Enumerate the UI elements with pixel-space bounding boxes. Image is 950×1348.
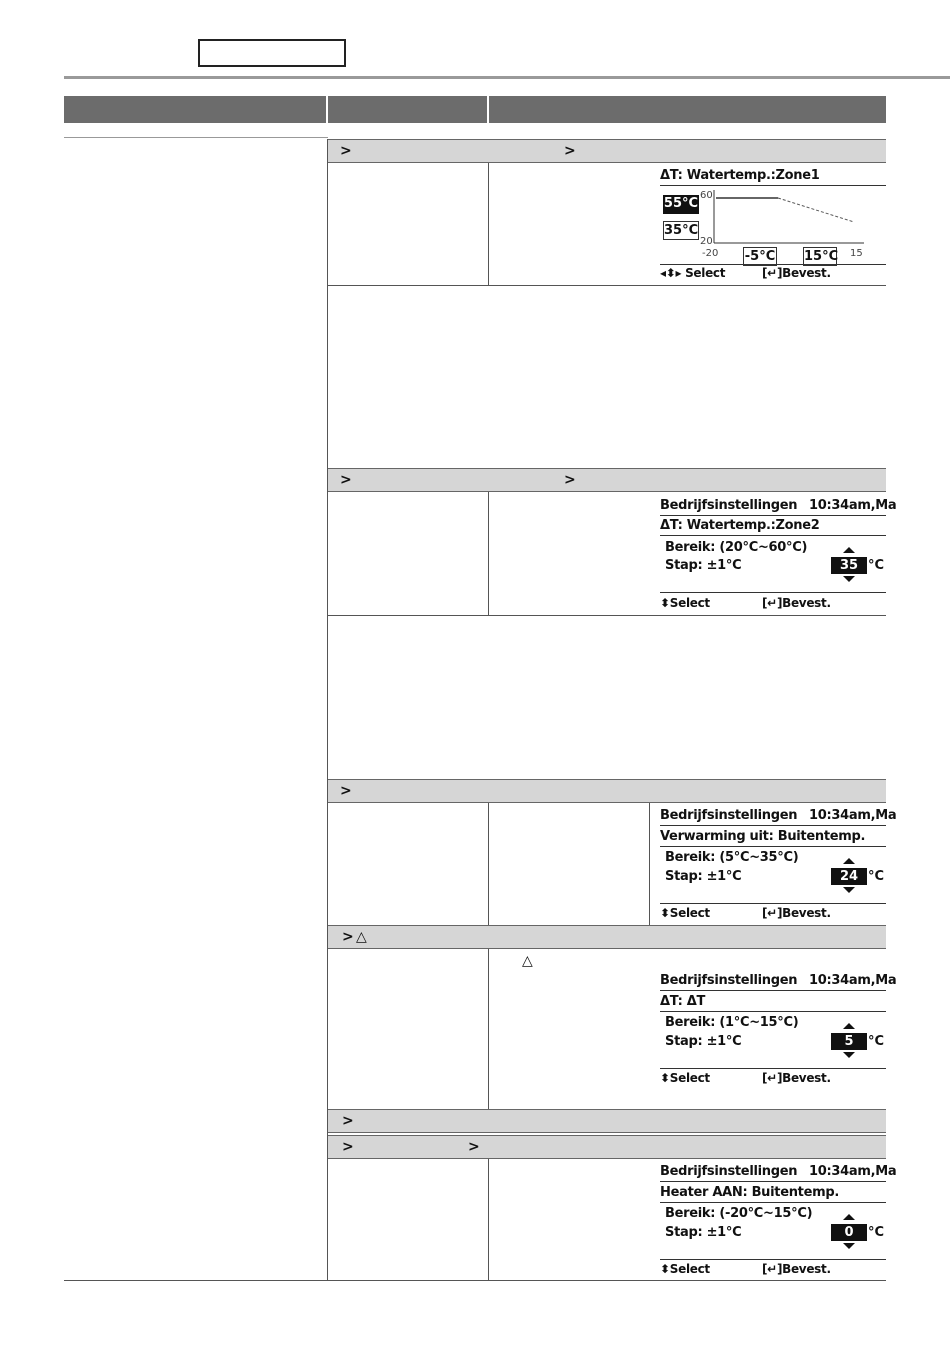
delta-triangle-icon: △ (522, 953, 533, 969)
panel-subtitle: Verwarming uit: Buitentemp. (660, 829, 866, 844)
panel-rule (660, 1259, 886, 1260)
header-separator (487, 96, 489, 123)
x-max-label: 15 (850, 248, 863, 259)
panel-rule (660, 990, 886, 991)
chevron-right-icon: > (340, 472, 352, 488)
low-temp-value: 35°C (664, 223, 699, 238)
unit-label: °C (868, 1225, 885, 1240)
step-text: Stap: ±1°C (665, 1034, 742, 1049)
range-text: Bereik: (5°C~35°C) (665, 850, 799, 865)
up-down-icon: ⬍ (660, 1262, 670, 1276)
footer-select (660, 596, 710, 610)
section-bar-1 (328, 139, 886, 163)
left-right-up-down-icon: ◂⬍▸ (660, 266, 686, 280)
range-text: Bereik: (-20°C~15°C) (665, 1206, 813, 1221)
lcd-panel-heating-off (660, 808, 897, 924)
table-bottom-rule (64, 1280, 886, 1281)
panel-rule (660, 846, 886, 847)
unit-label: °C (868, 1034, 885, 1049)
footer-select-label: Select (669, 1071, 710, 1085)
section-bar-3 (328, 779, 886, 803)
panel-rule (660, 1181, 886, 1182)
section-bar-2 (328, 468, 886, 492)
chevron-right-icon: > (342, 929, 354, 945)
panel-rule (660, 185, 886, 186)
range-text: Bereik: (20°C~60°C) (665, 540, 808, 555)
row-rule (64, 137, 328, 138)
footer-select (660, 1071, 710, 1085)
footer-select (660, 1262, 710, 1276)
arrow-up-icon (843, 1023, 855, 1029)
arrow-down-icon (843, 1052, 855, 1058)
top-rule (64, 76, 950, 79)
footer-confirm: [↵]Bevest. (762, 1262, 831, 1276)
step-text: Stap: ±1°C (665, 558, 742, 573)
footer-select (660, 906, 710, 920)
arrow-down-icon (843, 576, 855, 582)
up-down-icon: ⬍ (660, 1071, 670, 1085)
panel-rule (660, 264, 886, 265)
section-bar-5 (328, 1109, 886, 1133)
lcd-panel-zone1 (660, 168, 886, 284)
panel-time: 10:34am,Ma (809, 973, 897, 988)
footer-select (660, 266, 725, 280)
panel-rule (660, 515, 886, 516)
chevron-right-icon: > (564, 143, 576, 159)
footer-select-label: Select (669, 906, 710, 920)
column-divider (649, 803, 650, 925)
footer-select-label: Select (669, 1262, 710, 1276)
panel-rule (660, 592, 886, 593)
panel-rule (660, 1068, 886, 1069)
panel-subtitle: ΔT: ΔT (660, 994, 706, 1009)
panel-title: Bedrijfsinstellingen (660, 1164, 798, 1179)
panel-time: 10:34am,Ma (809, 498, 897, 513)
lcd-panel-zone2 (660, 498, 897, 614)
chevron-right-icon: > (340, 783, 352, 799)
chevron-right-icon: > (340, 143, 352, 159)
panel-time: 10:34am,Ma (809, 1164, 897, 1179)
delta-triangle-icon: △ (356, 929, 367, 945)
panel-rule (660, 903, 886, 904)
step-text: Stap: ±1°C (665, 869, 742, 884)
high-temp-value: 55°C (663, 195, 699, 214)
lcd-panel-heater-on (660, 1164, 897, 1280)
panel-subtitle: Heater AAN: Buitentemp. (660, 1185, 839, 1200)
unit-label: °C (868, 558, 885, 573)
panel-rule (660, 825, 886, 826)
row-rule (328, 285, 886, 286)
section-bar-4 (328, 925, 886, 949)
panel-title: ΔT: Watertemp.:Zone1 (660, 168, 820, 183)
lcd-panel-delta-t (660, 973, 897, 1089)
panel-time: 10:34am,Ma (809, 808, 897, 823)
unit-label: °C (868, 869, 885, 884)
footer-select-label: Select (669, 596, 710, 610)
column-divider (488, 1159, 489, 1280)
column-divider (488, 949, 489, 1109)
column-divider (488, 163, 489, 285)
column-divider (488, 492, 489, 615)
step-text: Stap: ±1°C (665, 1225, 742, 1240)
x-min-label: -20 (702, 248, 719, 259)
y-min-label: 20 (700, 236, 713, 247)
arrow-up-icon (843, 1214, 855, 1220)
table-header-bar (64, 96, 886, 123)
setting-value: 5 (831, 1033, 867, 1050)
y-max-label: 60 (700, 190, 713, 201)
footer-confirm: [↵]Bevest. (762, 1071, 831, 1085)
footer-confirm: [↵]Bevest. (762, 906, 831, 920)
panel-subtitle: ΔT: Watertemp.:Zone2 (660, 518, 820, 533)
chevron-right-icon: > (564, 472, 576, 488)
chevron-right-icon: > (342, 1113, 354, 1129)
arrow-up-icon (843, 547, 855, 553)
setting-value: 35 (831, 557, 867, 574)
panel-title: Bedrijfsinstellingen (660, 808, 798, 823)
outdoor-high-value: 15°C (804, 249, 839, 264)
panel-rule (660, 535, 886, 536)
footer-confirm: [↵]Bevest. (762, 596, 831, 610)
arrow-up-icon (843, 858, 855, 864)
arrow-down-icon (843, 887, 855, 893)
header-separator (326, 96, 328, 123)
arrow-down-icon (843, 1243, 855, 1249)
panel-rule (660, 1202, 886, 1203)
row-rule (328, 615, 886, 616)
panel-title: Bedrijfsinstellingen (660, 973, 798, 988)
panel-title: Bedrijfsinstellingen (660, 498, 798, 513)
footer-select-label: Select (685, 266, 726, 280)
title-box (198, 39, 346, 67)
setting-value: 0 (831, 1224, 867, 1241)
chevron-right-icon: > (342, 1139, 354, 1155)
up-down-icon: ⬍ (660, 906, 670, 920)
heating-curve-chart (714, 190, 886, 244)
column-divider (488, 803, 489, 925)
footer-confirm: [↵]Bevest. (762, 266, 831, 280)
setting-value: 24 (831, 868, 867, 885)
up-down-icon: ⬍ (660, 596, 670, 610)
outdoor-low-value: -5°C (744, 249, 776, 264)
section-bar-6 (328, 1135, 886, 1159)
chevron-right-icon: > (468, 1139, 480, 1155)
range-text: Bereik: (1°C~15°C) (665, 1015, 799, 1030)
panel-rule (660, 1011, 886, 1012)
